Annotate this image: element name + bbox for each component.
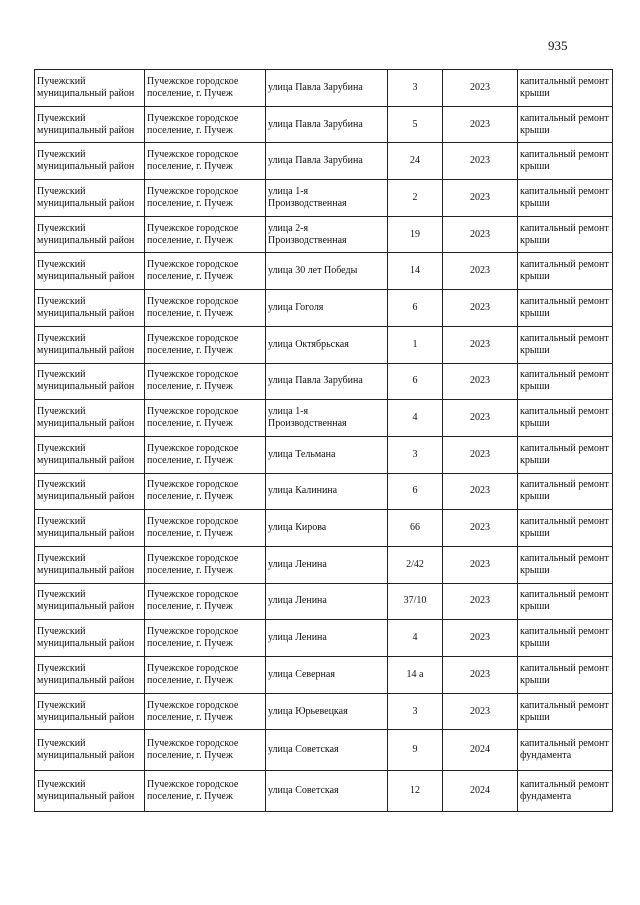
year-cell: 2023 bbox=[443, 143, 518, 180]
settlement-cell: Пучежское городское поселение, г. Пучеж bbox=[145, 70, 266, 107]
house-number-cell: 2 bbox=[388, 180, 443, 217]
year-cell: 2023 bbox=[443, 363, 518, 400]
house-number-cell: 3 bbox=[388, 436, 443, 473]
district-cell: Пучежский муниципальный район bbox=[35, 657, 145, 694]
settlement-cell: Пучежское городское поселение, г. Пучеж bbox=[145, 546, 266, 583]
street-cell: улица Юрьевецкая bbox=[266, 693, 388, 730]
house-number-cell: 6 bbox=[388, 290, 443, 327]
settlement-cell: Пучежское городское поселение, г. Пучеж bbox=[145, 290, 266, 327]
settlement-cell: Пучежское городское поселение, г. Пучеж bbox=[145, 400, 266, 437]
repair-registry-table bbox=[34, 69, 613, 812]
street-cell: улица 1-я Производственная bbox=[266, 180, 388, 217]
work-type-cell: капитальный ремонт крыши bbox=[518, 546, 613, 583]
street-cell: улица Павла Зарубина bbox=[266, 106, 388, 143]
house-number-cell: 66 bbox=[388, 510, 443, 547]
settlement-cell: Пучежское городское поселение, г. Пучеж bbox=[145, 326, 266, 363]
district-cell: Пучежский муниципальный район bbox=[35, 216, 145, 253]
settlement-cell: Пучежское городское поселение, г. Пучеж bbox=[145, 473, 266, 510]
house-number-cell: 2/42 bbox=[388, 546, 443, 583]
table-row bbox=[35, 473, 613, 510]
house-number-cell: 4 bbox=[388, 400, 443, 437]
street-cell: улица Павла Зарубина bbox=[266, 70, 388, 107]
year-cell: 2023 bbox=[443, 180, 518, 217]
table-row bbox=[35, 326, 613, 363]
house-number-cell: 1 bbox=[388, 326, 443, 363]
district-cell: Пучежский муниципальный район bbox=[35, 400, 145, 437]
year-cell: 2023 bbox=[443, 216, 518, 253]
work-type-cell: капитальный ремонт фундамента bbox=[518, 771, 613, 812]
district-cell: Пучежский муниципальный район bbox=[35, 546, 145, 583]
district-cell: Пучежский муниципальный район bbox=[35, 143, 145, 180]
district-cell: Пучежский муниципальный район bbox=[35, 510, 145, 547]
table-row bbox=[35, 106, 613, 143]
work-type-cell: капитальный ремонт крыши bbox=[518, 583, 613, 620]
street-cell: улица Северная bbox=[266, 657, 388, 694]
street-cell: улица 30 лет Победы bbox=[266, 253, 388, 290]
settlement-cell: Пучежское городское поселение, г. Пучеж bbox=[145, 180, 266, 217]
work-type-cell: капитальный ремонт крыши bbox=[518, 620, 613, 657]
settlement-cell: Пучежское городское поселение, г. Пучеж bbox=[145, 693, 266, 730]
settlement-cell: Пучежское городское поселение, г. Пучеж bbox=[145, 657, 266, 694]
table-row bbox=[35, 546, 613, 583]
year-cell: 2024 bbox=[443, 730, 518, 771]
street-cell: улица Калинина bbox=[266, 473, 388, 510]
house-number-cell: 14 а bbox=[388, 657, 443, 694]
year-cell: 2023 bbox=[443, 70, 518, 107]
district-cell: Пучежский муниципальный район bbox=[35, 106, 145, 143]
work-type-cell: капитальный ремонт крыши bbox=[518, 180, 613, 217]
table-row bbox=[35, 510, 613, 547]
house-number-cell: 6 bbox=[388, 363, 443, 400]
district-cell: Пучежский муниципальный район bbox=[35, 436, 145, 473]
street-cell: улица Павла Зарубина bbox=[266, 143, 388, 180]
settlement-cell: Пучежское городское поселение, г. Пучеж bbox=[145, 771, 266, 812]
work-type-cell: капитальный ремонт крыши bbox=[518, 253, 613, 290]
settlement-cell: Пучежское городское поселение, г. Пучеж bbox=[145, 106, 266, 143]
settlement-cell: Пучежское городское поселение, г. Пучеж bbox=[145, 363, 266, 400]
district-cell: Пучежский муниципальный район bbox=[35, 290, 145, 327]
year-cell: 2023 bbox=[443, 510, 518, 547]
street-cell: улица Гоголя bbox=[266, 290, 388, 327]
street-cell: улица Павла Зарубина bbox=[266, 363, 388, 400]
work-type-cell: капитальный ремонт крыши bbox=[518, 106, 613, 143]
house-number-cell: 12 bbox=[388, 771, 443, 812]
street-cell: улица Советская bbox=[266, 771, 388, 812]
work-type-cell: капитальный ремонт крыши bbox=[518, 510, 613, 547]
settlement-cell: Пучежское городское поселение, г. Пучеж bbox=[145, 583, 266, 620]
district-cell: Пучежский муниципальный район bbox=[35, 473, 145, 510]
year-cell: 2023 bbox=[443, 473, 518, 510]
street-cell: улица Ленина bbox=[266, 583, 388, 620]
year-cell: 2023 bbox=[443, 290, 518, 327]
settlement-cell: Пучежское городское поселение, г. Пучеж bbox=[145, 253, 266, 290]
street-cell: улица 1-я Производственная bbox=[266, 400, 388, 437]
work-type-cell: капитальный ремонт фундамента bbox=[518, 730, 613, 771]
year-cell: 2023 bbox=[443, 400, 518, 437]
work-type-cell: капитальный ремонт крыши bbox=[518, 693, 613, 730]
work-type-cell: капитальный ремонт крыши bbox=[518, 363, 613, 400]
table-row bbox=[35, 180, 613, 217]
district-cell: Пучежский муниципальный район bbox=[35, 693, 145, 730]
settlement-cell: Пучежское городское поселение, г. Пучеж bbox=[145, 510, 266, 547]
house-number-cell: 3 bbox=[388, 70, 443, 107]
year-cell: 2023 bbox=[443, 620, 518, 657]
table-row bbox=[35, 730, 613, 771]
table-body bbox=[35, 70, 613, 812]
street-cell: улица Советская bbox=[266, 730, 388, 771]
table-row bbox=[35, 620, 613, 657]
work-type-cell: капитальный ремонт крыши bbox=[518, 290, 613, 327]
district-cell: Пучежский муниципальный район bbox=[35, 253, 145, 290]
settlement-cell: Пучежское городское поселение, г. Пучеж bbox=[145, 730, 266, 771]
district-cell: Пучежский муниципальный район bbox=[35, 771, 145, 812]
table-row bbox=[35, 290, 613, 327]
district-cell: Пучежский муниципальный район bbox=[35, 363, 145, 400]
street-cell: улица Кирова bbox=[266, 510, 388, 547]
table-row bbox=[35, 771, 613, 812]
table-row bbox=[35, 143, 613, 180]
street-cell: улица 2-я Производственная bbox=[266, 216, 388, 253]
settlement-cell: Пучежское городское поселение, г. Пучеж bbox=[145, 436, 266, 473]
settlement-cell: Пучежское городское поселение, г. Пучеж bbox=[145, 143, 266, 180]
work-type-cell: капитальный ремонт крыши bbox=[518, 143, 613, 180]
work-type-cell: капитальный ремонт крыши bbox=[518, 70, 613, 107]
table-row bbox=[35, 400, 613, 437]
year-cell: 2023 bbox=[443, 326, 518, 363]
year-cell: 2023 bbox=[443, 693, 518, 730]
year-cell: 2023 bbox=[443, 436, 518, 473]
house-number-cell: 37/10 bbox=[388, 583, 443, 620]
district-cell: Пучежский муниципальный район bbox=[35, 620, 145, 657]
district-cell: Пучежский муниципальный район bbox=[35, 70, 145, 107]
house-number-cell: 6 bbox=[388, 473, 443, 510]
table-row bbox=[35, 693, 613, 730]
table-row bbox=[35, 583, 613, 620]
table-row bbox=[35, 363, 613, 400]
settlement-cell: Пучежское городское поселение, г. Пучеж bbox=[145, 620, 266, 657]
house-number-cell: 5 bbox=[388, 106, 443, 143]
table-row bbox=[35, 216, 613, 253]
year-cell: 2023 bbox=[443, 583, 518, 620]
house-number-cell: 9 bbox=[388, 730, 443, 771]
table-row bbox=[35, 253, 613, 290]
table-row bbox=[35, 70, 613, 107]
table-row bbox=[35, 436, 613, 473]
work-type-cell: капитальный ремонт крыши bbox=[518, 400, 613, 437]
table-row bbox=[35, 657, 613, 694]
street-cell: улица Октябрьская bbox=[266, 326, 388, 363]
year-cell: 2023 bbox=[443, 106, 518, 143]
work-type-cell: капитальный ремонт крыши bbox=[518, 216, 613, 253]
district-cell: Пучежский муниципальный район bbox=[35, 326, 145, 363]
house-number-cell: 4 bbox=[388, 620, 443, 657]
year-cell: 2023 bbox=[443, 546, 518, 583]
settlement-cell: Пучежское городское поселение, г. Пучеж bbox=[145, 216, 266, 253]
work-type-cell: капитальный ремонт крыши bbox=[518, 436, 613, 473]
street-cell: улица Ленина bbox=[266, 546, 388, 583]
year-cell: 2024 bbox=[443, 771, 518, 812]
work-type-cell: капитальный ремонт крыши bbox=[518, 326, 613, 363]
work-type-cell: капитальный ремонт крыши bbox=[518, 473, 613, 510]
street-cell: улица Тельмана bbox=[266, 436, 388, 473]
house-number-cell: 14 bbox=[388, 253, 443, 290]
district-cell: Пучежский муниципальный район bbox=[35, 730, 145, 771]
work-type-cell: капитальный ремонт крыши bbox=[518, 657, 613, 694]
house-number-cell: 3 bbox=[388, 693, 443, 730]
year-cell: 2023 bbox=[443, 253, 518, 290]
district-cell: Пучежский муниципальный район bbox=[35, 180, 145, 217]
year-cell: 2023 bbox=[443, 657, 518, 694]
house-number-cell: 19 bbox=[388, 216, 443, 253]
house-number-cell: 24 bbox=[388, 143, 443, 180]
page-number: 935 bbox=[548, 38, 568, 53]
street-cell: улица Ленина bbox=[266, 620, 388, 657]
district-cell: Пучежский муниципальный район bbox=[35, 583, 145, 620]
